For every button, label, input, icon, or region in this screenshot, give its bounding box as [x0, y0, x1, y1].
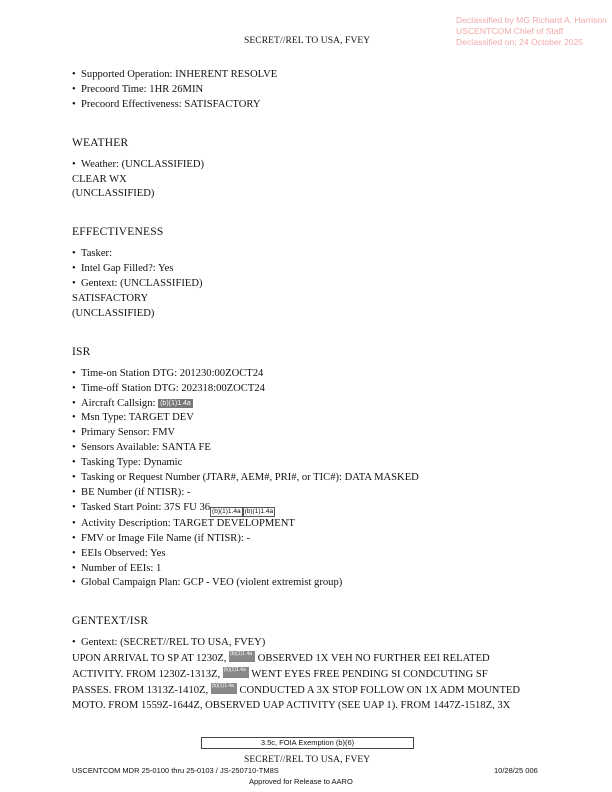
section-heading-effectiveness: EFFECTIVENESS: [72, 226, 164, 239]
text-run: PASSES. FROM 1313Z-1410Z,: [72, 685, 211, 696]
list-item: • Gentext: (UNCLASSIFIED): [72, 277, 542, 292]
list-item: • Gentext: (SECRET//REL TO USA, FVEY): [72, 636, 542, 651]
list-item: [72, 397, 542, 412]
field-label: Tasked Start Point: 37S FU 36: [81, 501, 211, 513]
redaction-box: (b)(1)1.4a: [229, 651, 255, 662]
stamp-line: Declassified on: 24 October 2025: [456, 37, 584, 47]
text-line: CLEAR WX: [72, 173, 127, 185]
section-heading-weather: WEATHER: [72, 136, 129, 149]
redaction-box: (b)(1)1.4a: [244, 507, 274, 515]
declassification-stamp: [456, 15, 607, 48]
stamp-line: Declassified by MG Richard A. Harrison: [456, 15, 607, 25]
list-item: • Primary Sensor: FMV: [72, 426, 542, 441]
list-item: • Weather: (UNCLASSIFIED): [72, 158, 542, 173]
list-item: • Msn Type: TARGET DEV: [72, 411, 542, 426]
release-note: Approved for Release to AARO: [249, 777, 353, 786]
list-item: • Time-off Station DTG: 202318:00ZOCT24: [72, 382, 542, 397]
list-item: • Global Campaign Plan: GCP - VEO (violent extremist group): [72, 576, 542, 591]
redaction-box: (b)(1)1.4a: [211, 683, 237, 694]
list-item: • Tasker:: [72, 247, 542, 262]
list-item: • Tasking Type: Dynamic: [72, 456, 542, 471]
list-item: • Intel Gap Filled?: Yes: [72, 262, 542, 277]
list-item: • Supported Operation: INHERENT RESOLVE: [72, 68, 542, 83]
text-run: CONDUCTED A 3X STOP FOLLOW ON 1X ADM MOUNTED: [236, 685, 521, 696]
section-heading-isr: ISR: [72, 345, 91, 358]
date-page: 10/28/25 006: [494, 766, 538, 775]
list-item: • FMV or Image File Name (if NTISR): -: [72, 532, 542, 547]
text-line: [72, 651, 542, 667]
field-label: Aircraft Callsign:: [81, 397, 159, 409]
list-item: • BE Number (if NTISR): -: [72, 486, 542, 501]
text-run: OBSERVED 1X VEH NO FURTHER EEI RELATED: [255, 653, 490, 665]
text-line: (UNCLASSIFIED): [72, 188, 155, 200]
list-item: • EEIs Observed: Yes: [72, 547, 542, 562]
redaction-box: (b)(1)1.4a: [223, 667, 249, 678]
document-body: [72, 68, 542, 714]
list-item: • Precoord Effectiveness: SATISFACTORY: [72, 98, 542, 113]
list-item: • Tasking or Request Number (JTAR#, AEM#, PRI#, or TIC#): DATA MASKED: [72, 471, 542, 486]
header-classification: SECRET//REL TO USA, FVEY: [244, 36, 371, 46]
text-line: [72, 667, 542, 683]
list-item: [72, 501, 542, 517]
text-line: MOTO. FROM 1559Z-1644Z, OBSERVED UAP ACTIVITY (SEE UAP 1). FROM 1447Z-1518Z, 3X: [72, 699, 511, 711]
section-heading-gentext: GENTEXT/ISR: [72, 615, 149, 628]
stamp-line: USCENTCOM Chief of Staff: [456, 26, 564, 36]
text-run: ACTIVITY. FROM 1230Z-1313Z,: [72, 669, 223, 681]
list-item: • Precoord Time: 1HR 26MIN: [72, 83, 542, 98]
text-run: WENT EYES FREE PENDING SI CONDCUTING SF: [248, 669, 488, 681]
document-id: USCENTCOM MDR 25-0100 thru 25-0103 / JS-250710-TM8S: [72, 766, 279, 775]
list-item: • Number of EEIs: 1: [72, 562, 542, 577]
text-line: SATISFACTORY: [72, 292, 149, 304]
foia-exemption-box: 3.5c, FOIA Exemption (b)(6): [201, 737, 414, 749]
text-line: (UNCLASSIFIED): [72, 307, 155, 319]
list-item: • Time-on Station DTG: 201230:00ZOCT24: [72, 367, 542, 382]
list-item: • Activity Description: TARGET DEVELOPMENT: [72, 517, 542, 532]
text-run: UPON ARRIVAL TO SP AT 1230Z,: [72, 653, 230, 665]
text-line: [72, 683, 542, 699]
redaction-box: (b)(1)1.4a: [212, 507, 241, 515]
footer-classification: SECRET//REL TO USA, FVEY: [244, 755, 371, 765]
list-item: • Sensors Available: SANTA FE: [72, 441, 542, 456]
redaction-box: (b)(1)1.4a: [160, 399, 191, 407]
